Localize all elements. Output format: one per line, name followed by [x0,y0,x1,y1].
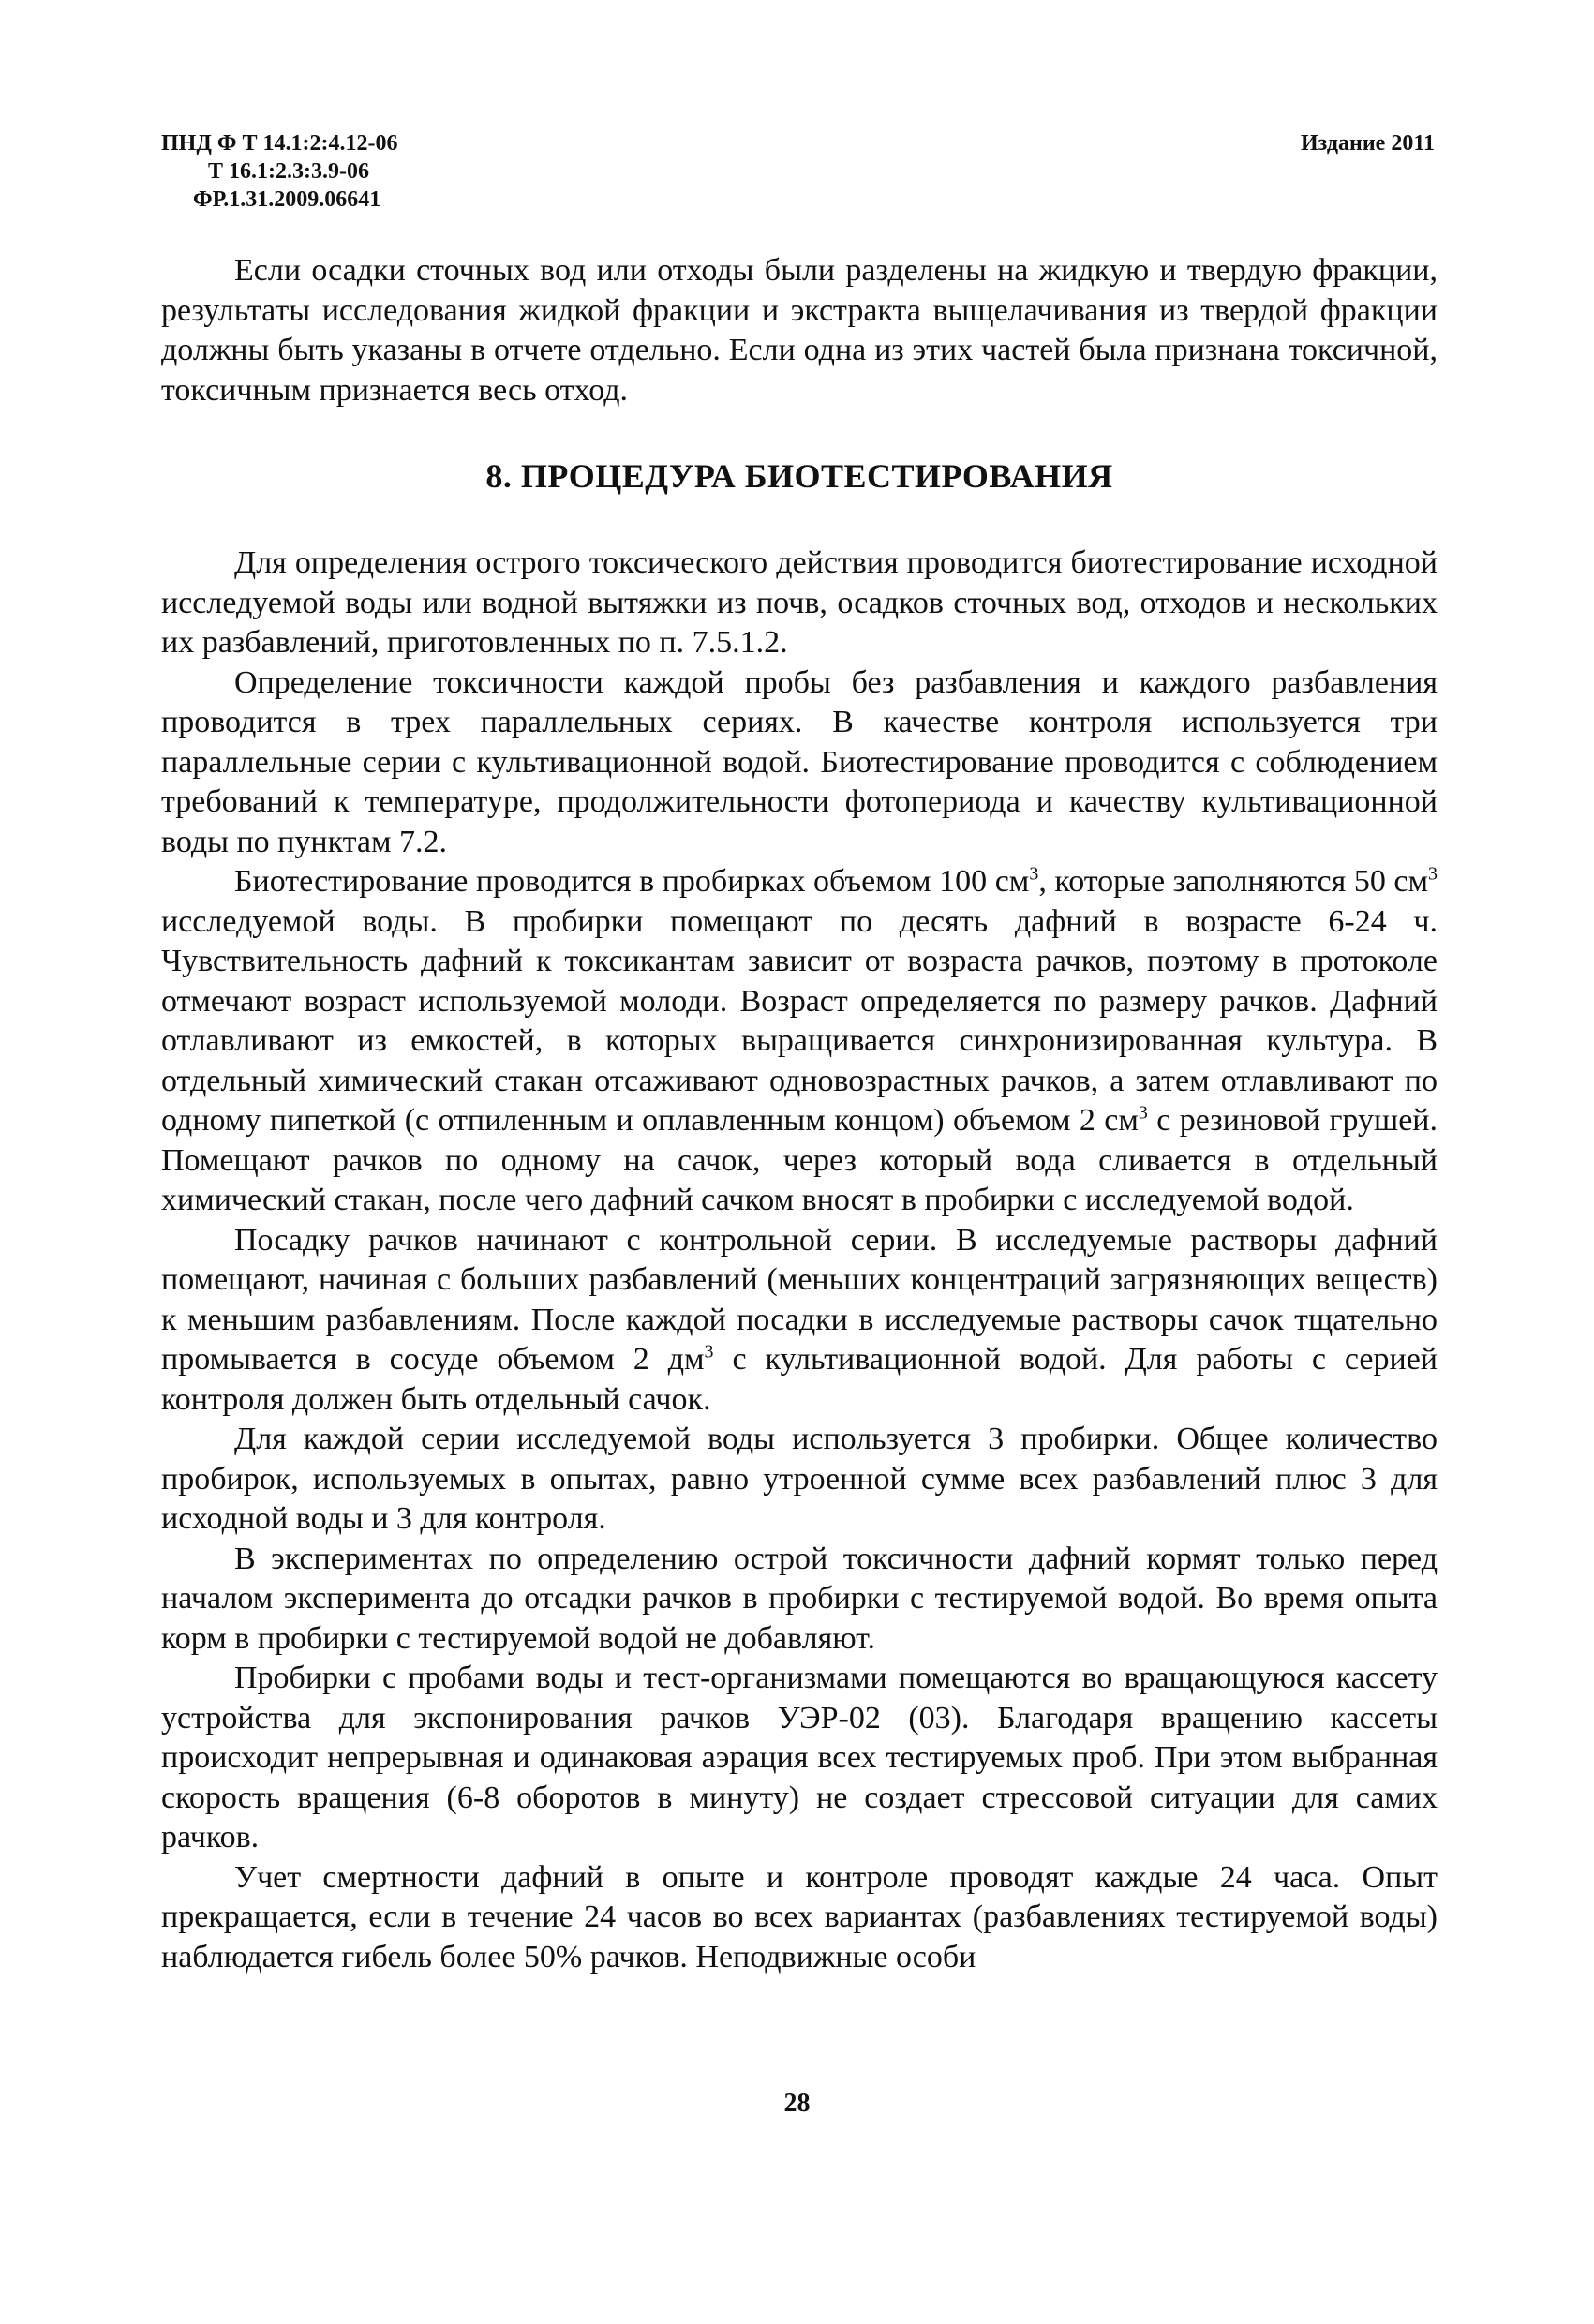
paragraph-4-part-a: Посадку рачков начинают с контрольной серии. В исследуемые растворы дафний помещают, начиная с больших разбавлений (меньших концентраций загрязняющих веществ) к меньшим разбавлениям. После каждой посадки в исследуемые растворы сачок тщательно промывается в сосуде объемом 2 дм [161,1222,1438,1377]
paragraph-3-part-c: исследуемой воды. В пробирки помещают по десять дафний в возрасте 6-24 ч. Чувствительность дафний к токсикантам зависит от возраста рачков, поэтому в протоколе отмечают возраст используемой молоди. Возраст определяется по размеру рачков. Дафний отлавливают из емкостей, в которых выращивается синхронизированная культура. В отдельный химический стакан отсаживают одновозрастных рачков, а затем отлавливают по одному пипеткой (с отпиленным и оплавленным концом) объемом 2 см [161,903,1438,1138]
paragraph-3 [161,862,1438,1221]
document-code-3: ФР.1.31.2009.06641 [193,187,381,212]
paragraph-4-part-b: с культивационной водой. Для работы с серией контроля должен быть отдельный сачок. [161,1342,1438,1417]
page-body [161,251,1438,1977]
paragraph-6: В экспериментах по определению острой токсичности дафний кормят только перед началом эксперимента до отсадки рачков в пробирки с тестируемой водой. Во время опыта корм в пробирки с тестируемой водой не добавляют. [161,1541,1438,1656]
paragraph-3-part-a: Биотестирование проводится в пробирках объемом 100 см [234,864,1030,899]
paragraph-2: Определение токсичности каждой пробы без разбавления и каждого разбавления проводится в трех параллельных сериях. В качестве контроля используется три параллельные серии с культивационной водой. Биотестирование проводится с соблюдением требований к температуре, продолжительности фотопериода и качеству культивационной воды по пунктам 7.2. [161,664,1438,859]
paragraph-7: Пробирки с пробами воды и тест-организмами помещаются во вращающуюся кассету устройства для экспонирования рачков УЭР-02 (03). Благодаря вращению кассеты происходит непрерывная и одинаковая аэрация всех тестируемых проб. При этом выбранная скорость вращения (6-8 оборотов в минуту) не создает стрессовой ситуации для самих рачков. [161,1661,1438,1855]
paragraph-3-part-b: , которые заполняются 50 см [1038,864,1428,899]
document-code-2: Т 16.1:2.3:3.9-06 [208,159,369,184]
edition-label: Издание 2011 [1300,131,1435,156]
document-code-1: ПНД Ф Т 14.1:2:4.12-06 [161,131,398,156]
intro-paragraph: Если осадки сточных вод или отходы были разделены на жидкую и твердую фракции, результаты исследования жидкой фракции и экстракта выщелачивания из твердой фракции должны быть указаны в отчете отдельно. Если одна из этих частей была признана токсичной, токсичным признается весь отход. [161,253,1438,408]
document-codes [161,129,397,214]
superscript-cube: 3 [704,1341,714,1363]
superscript-cube: 3 [1138,1102,1148,1124]
page-number: 28 [783,2089,811,2118]
paragraph-5: Для каждой серии исследуемой воды используется 3 пробирки. Общее количество пробирок, используемых в опытах, равно утроенной сумме всех разбавлений плюс 3 для исходной воды и 3 для контроля. [161,1422,1438,1536]
superscript-cube: 3 [1029,863,1039,885]
paragraph-3-part-d: с резиновой грушей. Помещают рачков по одному на сачок, через который вода сливается в отдельный химический стакан, после чего дафний сачком вносят в пробирки с исследуемой водой. [161,1103,1438,1217]
section-title: 8. ПРОЦЕДУРА БИОТЕСТИРОВАНИЯ [485,457,1113,495]
paragraph-8: Учет смертности дафний в опыте и контроле проводят каждые 24 часа. Опыт прекращается, если в течение 24 часов во всех вариантах (разбавлениях тестируемой воды) наблюдается гибель более 50% рачков. Неподвижные особи [161,1859,1438,1974]
superscript-cube: 3 [1428,863,1438,885]
paragraph-4 [161,1221,1438,1421]
paragraph-1: Для определения острого токсического действия проводится биотестирование исходной исследуемой воды или водной вытяжки из почв, осадков сточных вод, отходов и нескольких их разбавлений, приготовленных по п. 7.5.1.2. [161,545,1438,660]
